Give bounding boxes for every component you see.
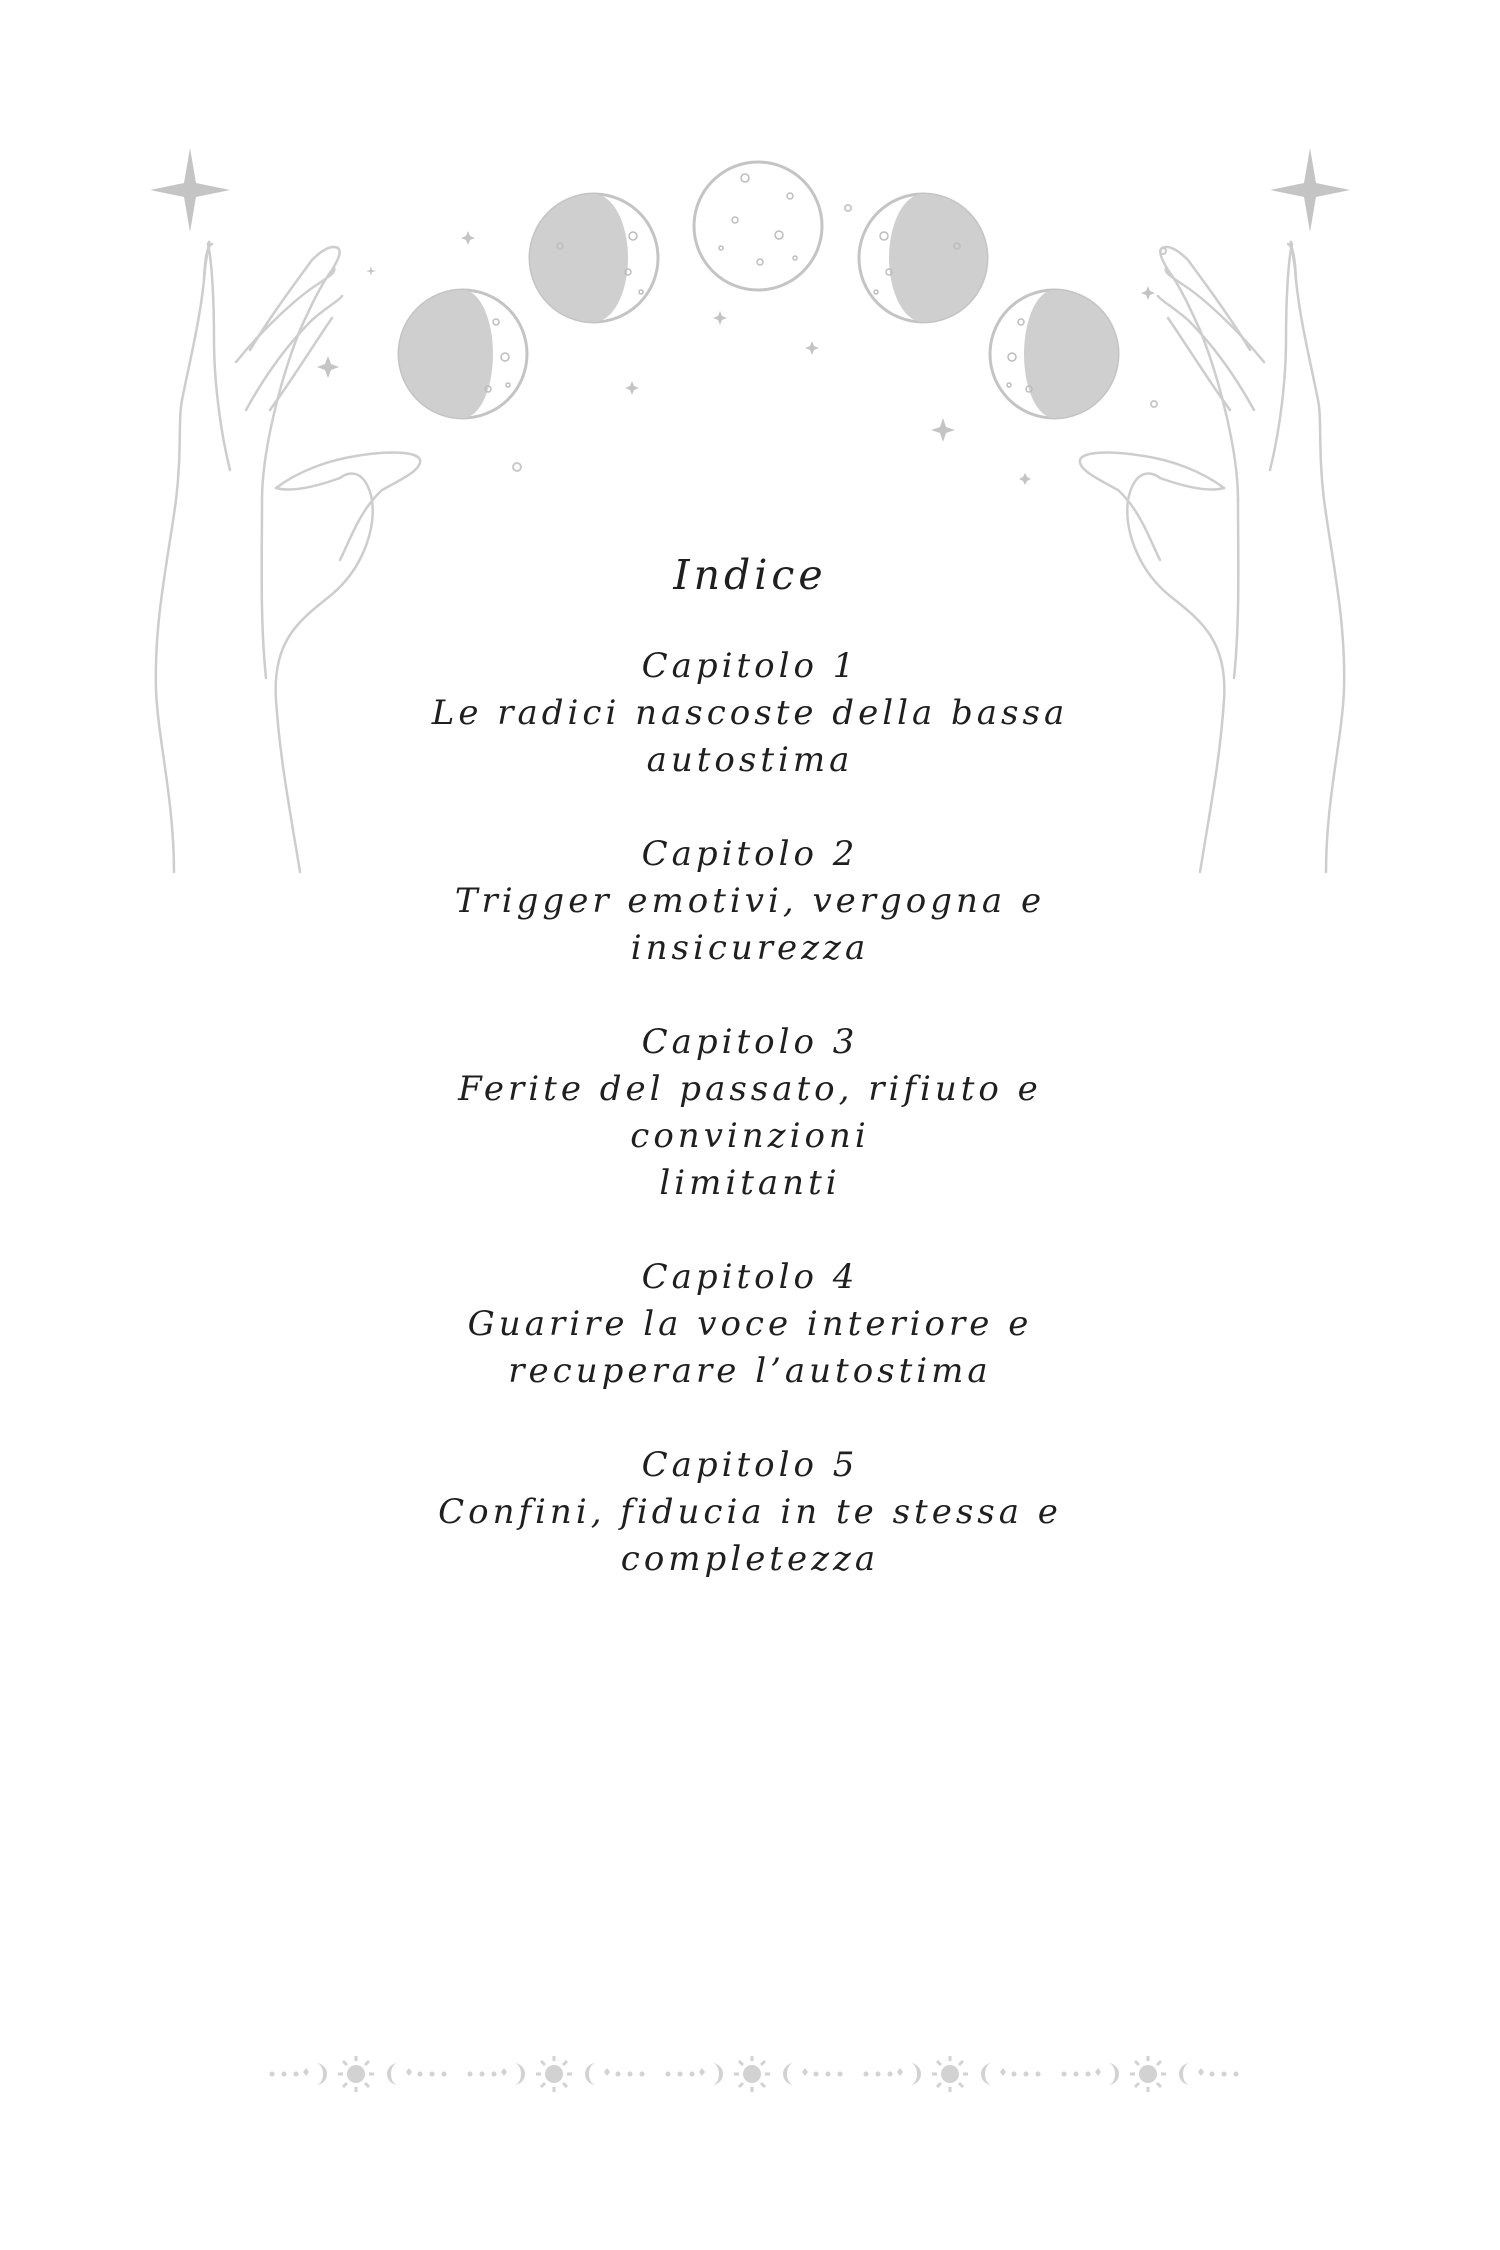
chapter-title-line: Guarire la voce interiore e	[467, 1304, 1033, 1344]
sparkle-icon	[150, 148, 230, 232]
moon-sun-ornament-icon	[864, 2056, 1041, 2092]
chapter-title-line: Le radici nascoste della bassa	[431, 693, 1069, 733]
moon-icon	[859, 194, 987, 322]
moon-sun-ornament-icon	[1062, 2056, 1239, 2092]
chapter-label: Capitolo 1	[641, 646, 859, 686]
toc-entry-chapter-2	[0, 831, 1500, 972]
sparkle-icon	[317, 356, 339, 378]
sparkle-icon	[805, 341, 819, 355]
moon-icon	[399, 290, 527, 418]
sparkle-icon	[1270, 148, 1350, 232]
sparkle-icon	[1141, 286, 1155, 300]
chapter-label: Capitolo 3	[641, 1022, 859, 1062]
sparkle-icon	[366, 266, 376, 276]
toc-entry-chapter-5	[0, 1442, 1500, 1583]
sparkle-icon	[461, 231, 475, 245]
sparkle-icon	[931, 418, 955, 442]
chapter-label: Capitolo 5	[641, 1445, 859, 1485]
moon-icon	[530, 194, 658, 322]
chapter-title-line: limitanti	[659, 1163, 841, 1203]
chapter-title-line: recuperare l’autostima	[508, 1351, 992, 1391]
toc-title: Indice	[673, 551, 827, 599]
chapter-label: Capitolo 2	[641, 834, 859, 874]
chapter-title-line: autostima	[646, 740, 854, 780]
moon-icon	[990, 290, 1118, 418]
moon-icon	[694, 162, 822, 290]
chapter-title-line: completezza	[620, 1539, 880, 1579]
sparkle-icon	[1019, 473, 1031, 485]
footer-ornament	[270, 2056, 1239, 2092]
chapter-title-line: convinzioni	[630, 1116, 870, 1156]
toc-entry-chapter-3	[0, 1019, 1500, 1207]
sparkle-icon	[713, 311, 727, 325]
moon-sun-ornament-icon	[468, 2056, 645, 2092]
chapter-title-line: Trigger emotivi, vergogna e	[454, 881, 1046, 921]
moon-sun-ornament-icon	[270, 2056, 447, 2092]
toc-entry-chapter-1	[0, 643, 1500, 784]
toc-list	[0, 643, 1500, 1630]
chapter-title-line: Ferite del passato, rifiuto e	[458, 1069, 1042, 1109]
moon-phases	[399, 162, 1118, 418]
moon-sun-ornament-icon	[666, 2056, 843, 2092]
chapter-title-line: Confini, fiducia in te stessa e	[438, 1492, 1062, 1532]
sparkle-icon	[625, 381, 639, 395]
chapter-title-line: insicurezza	[630, 928, 870, 968]
toc-entry-chapter-4	[0, 1254, 1500, 1395]
chapter-label: Capitolo 4	[641, 1257, 859, 1297]
